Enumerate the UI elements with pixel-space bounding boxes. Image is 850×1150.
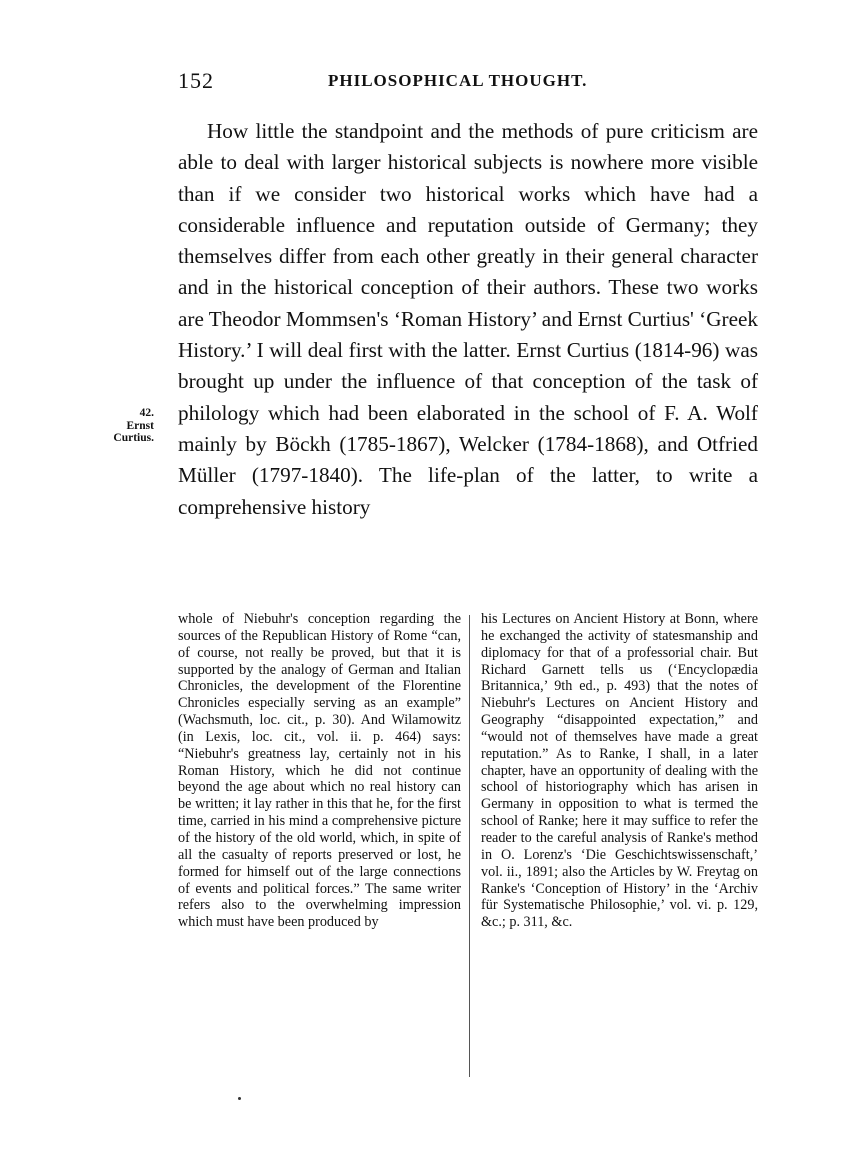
margin-note-line2: Curtius. — [113, 432, 154, 444]
footnote-right-column — [481, 611, 758, 931]
footnote-right-text: his Lectures on Ancient History at Bonn, where he exchanged the activity of statesmanship and diplomacy for that of a professorial chair. But Richard Garnett tells us (‘Encyclopædia Britannica,’ 9th ed., p. 493) that the notes of Niebuhr's Lectures on Ancient History and Geography “disappointed expectation,” and “would not of themselves have made a great reputation.” As to Ranke, I shall, in a later chapter, have an opportunity of dealing with the school of historiography which has arisen in Germany in opposition to what is termed the school of Ranke; here it may suffice to refer the reader to the careful analysis of Ranke's method in O. Lorenz's ‘Die Geschichtswissenschaft,’ vol. ii., 1891; also the Articles by W. Freytag on Ranke's ‘Conception of History’ in the ‘Archiv für Systematische Philosophie,’ vol. vi. p. 129, &c.; p. 311, &c. — [481, 611, 758, 931]
footnote-left-text: whole of Niebuhr's conception regarding the sources of the Republican History of Rome “can, of course, not really be proved, but that it is supported by the analogy of German and Italian Chronicles, the development of the Florentine Chronicles especially serving as an example” (Wachsmuth, loc. cit., p. 30). And Wilamowitz (in Lexis, loc. cit., vol. ii. p. 464) says: “Niebuhr's greatness lay, certainly not in his Roman History, which he did not continue beyond the age about which no real history can be written; it lay rather in this that he, for the first time, carried in his mind a comprehensive picture of the history of the old world, which, in spite of all the casualty of reports preserved or lost, he formed for himself out of the large connections of events and political forces.” The same writer refers also to the overwhelming impression which must have been produced by — [178, 611, 461, 931]
margin-note — [88, 407, 154, 445]
footnote-left-column — [178, 611, 461, 931]
page-header — [178, 68, 758, 102]
margin-note-number: 42. — [139, 407, 154, 419]
margin-note-line1: Ernst — [126, 419, 154, 432]
column-divider — [469, 615, 470, 1077]
running-head: PHILOSOPHICAL THOUGHT. — [328, 71, 588, 90]
page-number: 152 — [178, 68, 214, 93]
stray-dot — [238, 1097, 241, 1100]
body-paragraph: How little the standpoint and the methods of pure criticism are able to deal with larger historical subjects is nowhere more visible than if we consider two historical works which have had a considerable influence and reputation outside of Germany; they themselves differ from each other greatly in their general character and in the historical conception of their authors. These two works are Theodor Mommsen's ‘Roman History’ and Ernst Curtius' ‘Greek History.’ I will deal first with the latter. Ernst Curtius (1814-96) was brought up under the influence of that conception of the task of philology which had been elaborated in the school of F. A. Wolf mainly by Böckh (1785-1867), Welcker (1784-1868), and Otfried Müller (1797-1840). The life-plan of the latter, to write a comprehensive history — [178, 119, 758, 519]
footnotes — [178, 611, 758, 1081]
main-text — [178, 116, 758, 523]
